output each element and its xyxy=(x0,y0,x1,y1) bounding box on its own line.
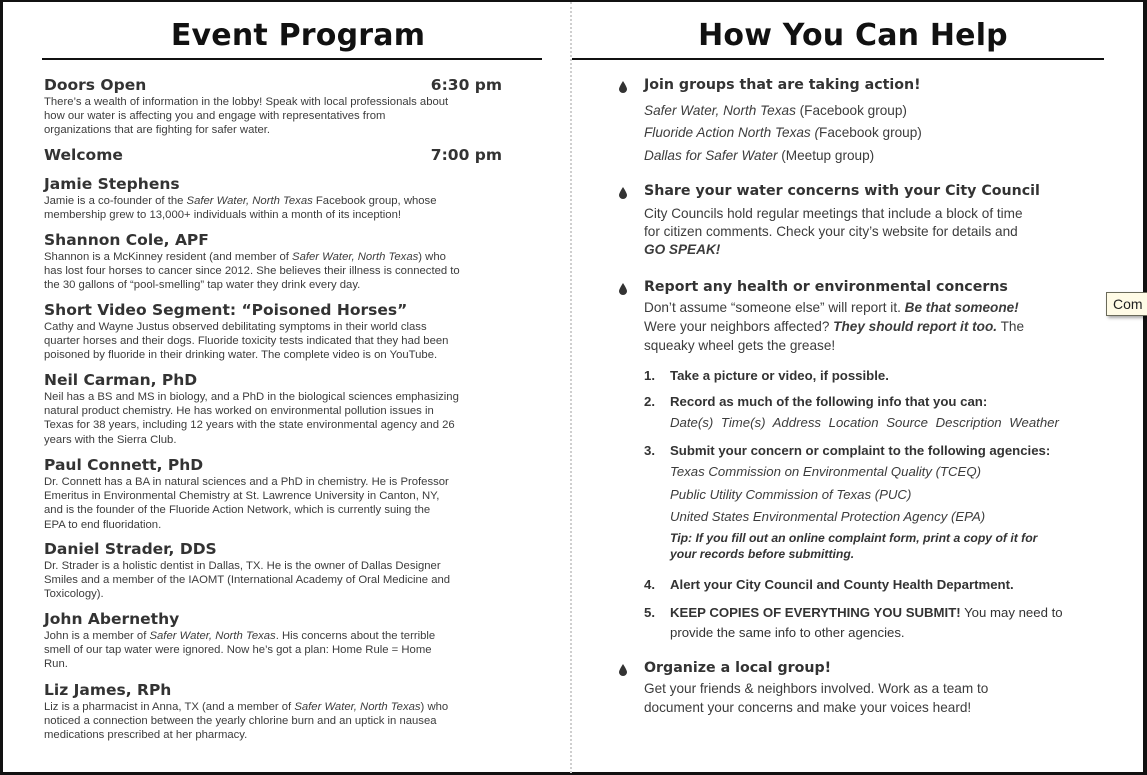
comment-tooltip: Com xyxy=(1106,292,1147,316)
body-line: Emeritus in Environmental Chemistry at St. Lawrence University in Canton, NY, xyxy=(44,490,440,503)
body-line: years with the Sierra Club. xyxy=(44,433,177,446)
section-heading: Join groups that are taking action! xyxy=(644,77,921,93)
body-line: Neil has a BS and MS in biology, and a PhD in the biological sciences emphasizing xyxy=(44,391,459,403)
body-line: Don’t assume “someone else” will report it. Be that someone! xyxy=(644,300,1019,315)
page-title: Event Program xyxy=(170,18,426,53)
step-text: Take a picture or video, if possible. xyxy=(670,368,889,383)
entry-body xyxy=(44,559,536,602)
entry-heading: Doors Open xyxy=(44,76,147,94)
body-line: quarter horses and their dogs. Fluoride toxicity tests indicated that they had been xyxy=(44,335,449,348)
water-drop-icon xyxy=(618,81,628,93)
body-line: GO SPEAK! xyxy=(644,242,721,257)
body-line: natural product chemistry. He has worked on environmental pollution issues in xyxy=(44,405,434,418)
body-line: There’s a wealth of information in the lobby! Speak with local professionals about xyxy=(44,96,449,108)
program-entry-daniel-strader xyxy=(44,540,536,602)
program-entry-video-segment xyxy=(44,301,536,363)
page-title: How You Can Help xyxy=(698,18,1008,53)
body-line: Get your friends & neighbors involved. Work as a team to xyxy=(644,681,989,696)
step-text: Record as much of the following info that you can: xyxy=(670,394,988,409)
body-line: John is a member of Safer Water, North Texas. His concerns about the terrible xyxy=(44,630,436,642)
step-number: 1. xyxy=(644,368,655,383)
body-line: organizations that are fighting for safer water. xyxy=(44,124,271,137)
section-heading: Share your water concerns with your City Council xyxy=(644,183,1040,199)
step-text: Submit your concern or complaint to the following agencies: xyxy=(670,443,1051,458)
entry-heading: Paul Connett, PhD xyxy=(44,456,204,474)
program-entry-shannon-cole xyxy=(44,231,536,293)
body-line: for citizen comments. Check your city’s website for details and xyxy=(644,224,1018,239)
entry-heading: Daniel Strader, DDS xyxy=(44,540,217,558)
title-rule xyxy=(572,58,1104,60)
body-line: smell of our tap water were ignored. Now he’s got a plan: Home Rule = Home xyxy=(44,644,432,657)
entry-heading: Welcome xyxy=(44,146,123,164)
body-line: and is the founder of the Fluoride Action Network, which is currently suing the xyxy=(44,504,431,517)
body-line: Jamie is a co-founder of the Safer Water, North Texas Facebook group, whose xyxy=(44,195,437,207)
entry-body xyxy=(44,250,536,293)
body-line: poisoned by fluoride in their drinking water. The complete video is on YouTube. xyxy=(44,349,438,362)
program-entry-welcome xyxy=(44,146,536,165)
body-line: Smiles and a member of the IAOMT (International Academy of Oral Medicine and xyxy=(44,574,451,587)
program-entry-paul-connett xyxy=(44,456,536,532)
tip-note: Tip: If you fill out an online complaint form, print a copy of it for your records before submitting. xyxy=(670,531,1038,561)
agency-epa: United States Environmental Protection Agency (EPA) xyxy=(670,509,986,524)
body-line: City Councils hold regular meetings that include a block of time xyxy=(644,206,1023,221)
group-dallas-for-safer-water: Dallas for Safer Water (Meetup group) xyxy=(644,148,875,163)
body-line: how our water is affecting you and engage with representatives from xyxy=(44,110,386,123)
group-safer-water-north-texas: Safer Water, North Texas (Facebook group) xyxy=(644,103,907,118)
entry-body xyxy=(44,194,536,222)
body-line: Texas for 38 years, including 12 years with the state environmental agency and 26 xyxy=(44,419,455,432)
entry-heading: Short Video Segment: “Poisoned Horses” xyxy=(44,301,408,319)
water-drop-icon xyxy=(618,283,628,295)
body-line: Run. xyxy=(44,658,68,671)
body-line: medications prescribed at her pharmacy. xyxy=(44,729,248,742)
body-line: Cathy and Wayne Justus observed debilitating symptoms in their world class xyxy=(44,321,427,333)
entry-body xyxy=(44,700,536,743)
entry-heading: Neil Carman, PhD xyxy=(44,371,198,389)
program-entry-liz-james xyxy=(44,681,536,743)
body-line: membership grew to 13,000+ individuals within a month of its inception! xyxy=(44,209,401,222)
entry-heading: Jamie Stephens xyxy=(44,175,180,193)
entry-time: 7:00 pm xyxy=(430,146,502,164)
agency-puc: Public Utility Commission of Texas (PUC) xyxy=(670,487,912,502)
section-heading: Organize a local group! xyxy=(644,660,832,676)
entry-heading: John Abernethy xyxy=(44,610,180,628)
body-line: Liz is a pharmacist in Anna, TX (and a member of Safer Water, North Texas) who xyxy=(44,701,449,713)
step-text-continued: provide the same info to other agencies. xyxy=(670,625,905,640)
entry-body xyxy=(44,629,536,672)
info-fields: Date(s) Time(s) Address Location Source Description Weather xyxy=(670,415,1059,430)
group-fluoride-action-north-texas: Fluoride Action North Texas (Facebook group) xyxy=(644,125,922,140)
body-line: EPA to end fluoridation. xyxy=(44,518,162,531)
entry-body xyxy=(44,320,536,363)
body-line: noticed a connection between the yearly chlorine burn and an uptick in nausea xyxy=(44,715,437,728)
step-number: 5. xyxy=(644,605,655,620)
section-heading: Report any health or environmental concerns xyxy=(644,279,1008,295)
body-line: Dr. Strader is a holistic dentist in Dallas, TX. He is the owner of Dallas Designer xyxy=(44,560,441,572)
program-entry-john-abernethy xyxy=(44,610,536,672)
step-text: Alert your City Council and County Health Department. xyxy=(670,577,1014,592)
step-number: 3. xyxy=(644,443,655,458)
entry-body xyxy=(44,95,536,138)
water-drop-icon xyxy=(618,664,628,676)
body-line: Toxicology). xyxy=(44,588,104,601)
entry-body xyxy=(44,390,536,447)
water-drop-icon xyxy=(618,187,628,199)
entry-time: 6:30 pm xyxy=(430,76,502,94)
page-divider xyxy=(570,2,572,773)
entry-body xyxy=(44,475,536,532)
body-line: squeaky wheel gets the grease! xyxy=(644,338,836,353)
body-line: Were your neighbors affected? They should report it too. The xyxy=(644,319,1025,334)
body-line: Shannon is a McKinney resident (and member of Safer Water, North Texas) who xyxy=(44,251,446,263)
agency-tceq: Texas Commission on Environmental Quality (TCEQ) xyxy=(670,464,981,479)
body-line: has lost four horses to cancer since 2012. She believes their illness is connected to xyxy=(44,265,460,278)
step-number: 2. xyxy=(644,394,655,409)
step-number: 4. xyxy=(644,577,655,592)
body-line: document your concerns and make your voices heard! xyxy=(644,700,972,715)
entry-heading: Shannon Cole, APF xyxy=(44,231,209,249)
program-entry-neil-carman xyxy=(44,371,536,447)
step-text: KEEP COPIES OF EVERYTHING YOU SUBMIT! You may need to xyxy=(670,605,1063,620)
program-entry-doors-open xyxy=(44,76,536,138)
body-line: the 30 gallons of “pool-smelling” tap water they drink every day. xyxy=(44,279,361,292)
body-line: Dr. Connett has a BA in natural sciences and a PhD in chemistry. He is Professor xyxy=(44,476,449,488)
entry-heading: Liz James, RPh xyxy=(44,681,172,699)
title-rule xyxy=(42,58,542,60)
program-entry-jamie-stephens xyxy=(44,175,536,222)
